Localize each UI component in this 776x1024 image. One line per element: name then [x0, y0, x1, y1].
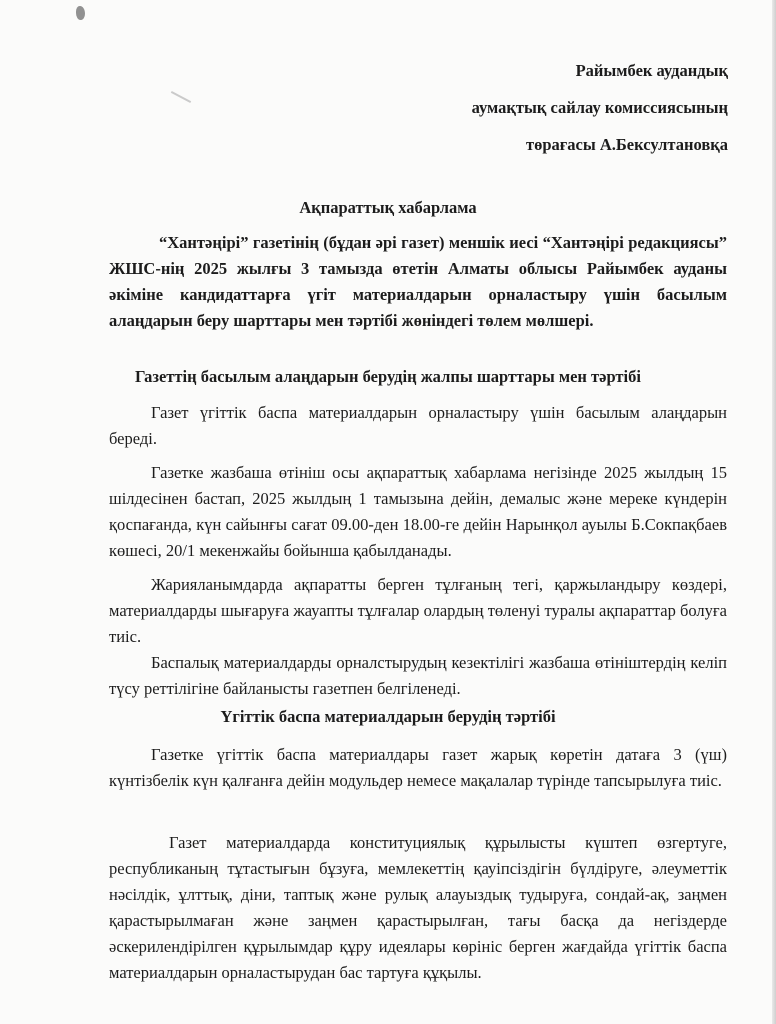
section-1-paragraph-1: Газет үгіттік баспа материалдарын орналастыру үшін басылым алаңдарын береді.: [109, 403, 727, 448]
addressee-block: [472, 52, 728, 163]
section-2-paragraph-2: Газет материалдарда конституциялық құрылысты күштеп өзгертуге, республиканың тұтастығын бұзуға, мемлекеттің қауіпсіздігін бүлдіруге, әлеуметтік нәсілдік, ұлттық, діни, таптық және рулық алауыздық тудыруға, сондай-ақ, заңмен қарастырылмаған және заңмен қарастырылған, тағы басқа да негіздерде әскерилендірілген құрылымдар құру идеялары көрініс берген жағдайда үгіттік баспа материалдарын орналастырудан бас тартуға құқылы.: [109, 833, 727, 982]
intro-paragraph: “Хантәңірі” газетінің (бұдан әрі газет) меншік иесі “Хантәңірі редакциясы” ЖШС-нің 2025 жылғы 3 тамызда өтетін Алматы облысы Райымбек ауданы әкіміне кандидаттарға үгіт материалдарын орналастыру үшін басылым алаңдарын беру шарттары мен тәртібі жөніндегі төлем мөлшері.: [109, 233, 727, 330]
section-1-paragraph-2: Газетке жазбаша өтініш осы ақпараттық хабарлама негізінде 2025 жылдың 15 шілдесінен бастап, 2025 жылдың 1 тамызына дейін, демалыс және мереке күндерін қоспағанда, күн сайынғы сағат 09.00-ден 18.00-ге дейін Нарынқол ауылы Б.Сокпақбаев көшесі, 20/1 мекенжайы бойынша қабылданады.: [109, 463, 727, 560]
section-2-heading: Үгіттік баспа материалдарын берудің тәртібі: [220, 707, 556, 726]
section-1-paragraph-4: Баспалық материалдарды орналстырудың кезектілігі жазбаша өтініштердің келіп түсу реттілігіне байланысты газетпен белгіленеді.: [109, 653, 727, 698]
section-2-paragraph-1: Газетке үгіттік баспа материалдары газет жарық көретін датаға 3 (үш) күнтізбелік күн қалғанға дейін модульдер немесе мақалалар түрінде тапсырылуға тиіс.: [109, 745, 727, 790]
addressee-line-1: Райымбек аудандық: [575, 61, 728, 80]
addressee-line-3: төрағасы А.Бексултановқа: [526, 135, 728, 154]
scan-page-edge: [772, 0, 776, 1024]
document-title: Ақпараттық хабарлама: [299, 198, 477, 217]
scan-smudge-mark: [76, 6, 85, 20]
scan-speck-mark: [171, 91, 191, 103]
addressee-line-2: аумақтық сайлау комиссиясының: [471, 98, 728, 117]
section-1-heading: Газеттің басылым алаңдарын берудің жалпы шарттары мен тәртібі: [135, 367, 641, 386]
section-1-paragraph-3: Жарияланымдарда ақпаратты берген тұлғаның тегі, қаржыландыру көздері, материалдарды шығаруға жауапты тұлғалар олардың төленуі туралы ақпараттар болуға тиіс.: [109, 575, 727, 646]
